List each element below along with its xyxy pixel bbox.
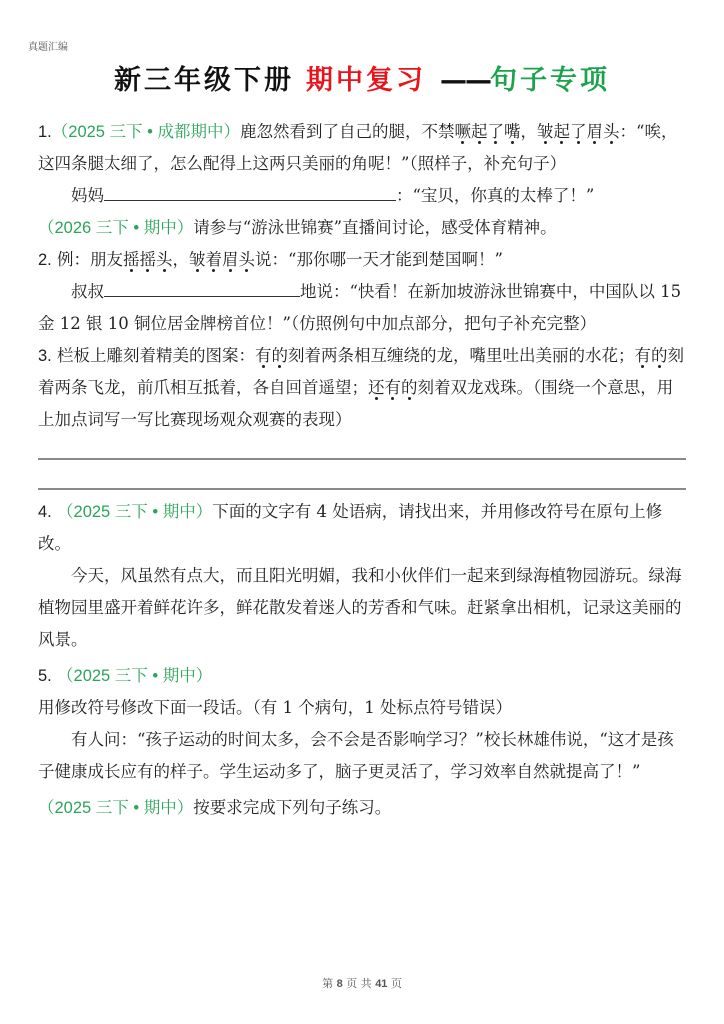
footer-text: 第 bbox=[322, 977, 334, 990]
answer-prefix: 叔叔 bbox=[71, 282, 104, 301]
answer-suffix: 地说：“快看！在新加坡游泳世锦赛中，中国队以 15 金 12 银 10 铜位居金牌榜首位！”（仿照例句中加点部分，把句子补充完整） bbox=[38, 282, 682, 333]
example-text: 说：“那你哪一天才能到楚国啊！” bbox=[255, 250, 503, 269]
question-source: （2025 三下 • 成都期中） bbox=[51, 123, 241, 141]
section-intro bbox=[38, 212, 686, 244]
intro-text: 按要求完成下列句子练习。 bbox=[193, 798, 392, 817]
dotted-char: 有 bbox=[634, 346, 652, 365]
question-4 bbox=[38, 496, 686, 560]
question-source: （2026 三下 • 期中） bbox=[38, 219, 194, 237]
page-footer bbox=[0, 975, 724, 991]
dotted-char: 头 bbox=[603, 122, 620, 141]
intro-text: 请参与“游泳世锦赛”直播间讨论，感受体育精神。 bbox=[193, 218, 557, 237]
question-source: （2025 三下 • 期中） bbox=[57, 667, 213, 685]
dotted-char: 头 bbox=[156, 250, 173, 269]
dotted-char: 噘 bbox=[454, 122, 472, 141]
dotted-char: 眉 bbox=[586, 122, 604, 141]
footer-text: 页 共 bbox=[346, 977, 372, 990]
title-dash: —— bbox=[440, 65, 490, 96]
question-text: 刻着两条飞龙，前爪相互抵着，各自回首遥望； bbox=[38, 346, 685, 397]
dotted-char: 头 bbox=[238, 250, 256, 269]
question-text: 刻着双龙戏珠。（围绕一个意思，用上加点词写一写比赛现场观众观赛的表现） bbox=[38, 378, 674, 429]
punctuation: ， bbox=[520, 122, 538, 141]
dotted-char: 了 bbox=[570, 122, 587, 141]
question-source: （2025 三下 • 期中） bbox=[38, 799, 194, 817]
question-text: 刻着两条相互缠绕的龙，嘴里吐出美丽的水花； bbox=[288, 346, 635, 365]
example-text: 例：朋友 bbox=[57, 250, 124, 269]
question-text: 鹿忽然看到了自己的腿，不禁 bbox=[240, 122, 455, 141]
section-intro bbox=[38, 792, 686, 824]
question-number: 2. bbox=[38, 251, 52, 269]
title-topic: 句子专项 bbox=[490, 65, 610, 96]
document-body bbox=[38, 116, 686, 824]
answer-blank[interactable] bbox=[104, 180, 396, 201]
dotted-char: 还 bbox=[368, 378, 385, 397]
page-total: 41 bbox=[375, 978, 388, 990]
dotted-char: 的 bbox=[651, 346, 668, 365]
dotted-char: 摇 bbox=[139, 250, 157, 269]
dotted-char: 了 bbox=[487, 122, 505, 141]
question-text: 栏板上雕刻着精美的图案： bbox=[57, 346, 256, 365]
dotted-char: 起 bbox=[553, 122, 571, 141]
passage-5: 有人问：“孩子运动的时间太多，会不会是否影响学习？”校长林雄伟说，“这才是孩子健康成长应有的样子。学生运动多了，脑子更灵活了，学习效率自然就提高了！” bbox=[38, 730, 674, 781]
answer-line-1 bbox=[38, 180, 686, 212]
passage-4: 今天，风虽然有点大，而且阳光明媚，我和小伙伴们一起来到绿海植物园游玩。绿海植物园里盛开着鲜花许多，鲜花散发着迷人的芳香和气味。赶紧拿出相机，记录这美丽的风景。 bbox=[38, 566, 682, 649]
question-number: 1. bbox=[38, 123, 52, 141]
page-number: 8 bbox=[336, 978, 343, 990]
dotted-char: 的 bbox=[401, 378, 418, 397]
question-text: 下面的文字有 4 处语病，请找出来，并用修改符号在原句上修改。 bbox=[38, 502, 663, 553]
question-5 bbox=[38, 660, 686, 724]
answer-prefix: 妈妈 bbox=[71, 186, 104, 205]
question-number: 5. bbox=[38, 667, 52, 685]
punctuation: ， bbox=[172, 250, 190, 269]
header-label: 真题汇编 bbox=[28, 42, 68, 53]
answer-line-2 bbox=[38, 276, 686, 340]
answer-suffix: ：“宝贝，你真的太棒了！” bbox=[396, 186, 595, 205]
dotted-char: 皱 bbox=[537, 122, 554, 141]
dotted-char: 的 bbox=[271, 346, 289, 365]
title-midterm: 期中复习 bbox=[306, 65, 426, 96]
answer-blank[interactable] bbox=[104, 276, 300, 297]
question-number: 3. bbox=[38, 347, 52, 365]
page-title bbox=[0, 58, 724, 97]
question-3 bbox=[38, 340, 686, 436]
question-2 bbox=[38, 244, 686, 276]
dotted-char: 着 bbox=[205, 250, 223, 269]
dotted-char: 起 bbox=[471, 122, 488, 141]
dotted-char: 嘴 bbox=[504, 122, 521, 141]
footer-text: 页 bbox=[390, 977, 402, 990]
dotted-char: 有 bbox=[255, 346, 272, 365]
question-text: ：“唉，这四条腿太细了，怎么配得上这两只美丽的角呢！”（照样子，补充句子） bbox=[38, 122, 678, 173]
question-number: 4. bbox=[38, 503, 52, 521]
dotted-char: 眉 bbox=[222, 250, 239, 269]
question-1 bbox=[38, 116, 686, 180]
dotted-char: 有 bbox=[384, 378, 401, 397]
dotted-char: 皱 bbox=[189, 250, 206, 269]
question-text: 用修改符号修改下面一段话。（有 1 个病句，1 处标点符号错误） bbox=[38, 698, 512, 717]
question-source: （2025 三下 • 期中） bbox=[57, 503, 213, 521]
dotted-char: 摇 bbox=[123, 250, 140, 269]
title-grade: 新三年级下册 bbox=[114, 65, 294, 96]
